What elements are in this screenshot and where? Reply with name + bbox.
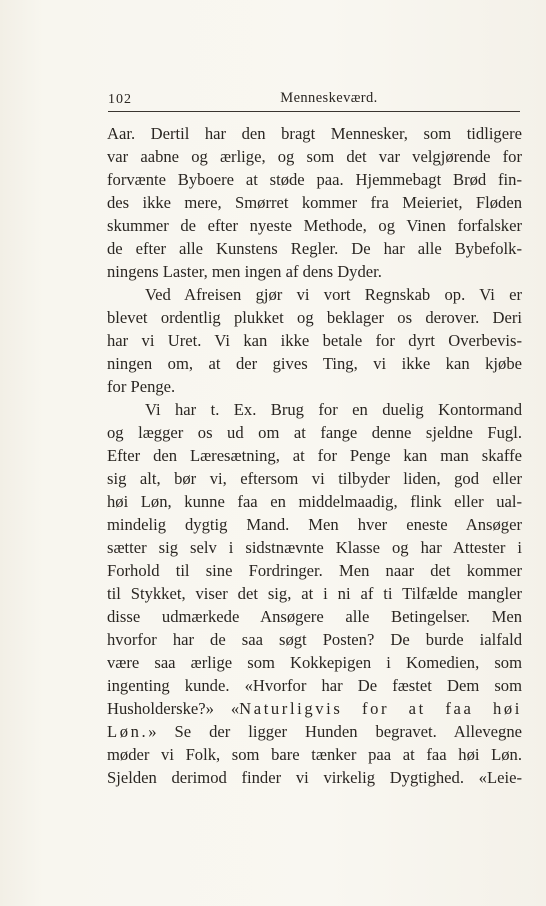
spaced-emphasis: Naturligvis for at faa høi xyxy=(239,699,522,718)
header-rule xyxy=(108,111,520,112)
text-line: være saa ærlige som Kokkepigen i Komedien, som xyxy=(107,653,522,672)
text-line: ningen om, at der gives Ting, vi ikke kan kjøbe xyxy=(107,354,522,373)
text-line: sætter sig selv i sidstnævnte Klasse og har Attester i xyxy=(107,538,522,557)
text-line: møder vi Folk, som bare tænker paa at faa høi Løn. xyxy=(107,745,522,764)
text-line: de efter alle Kunstens Regler. De har alle Bybefolk- xyxy=(107,239,522,258)
text-line: sig alt, bør vi, eftersom vi tilbyder liden, god eller xyxy=(107,469,522,488)
body-text xyxy=(107,122,522,789)
text-line: disse udmærkede Ansøgere alle Betingelser. Men xyxy=(107,607,522,626)
text-line: des ikke mere, Smørret kommer fra Meieriet, Fløden xyxy=(107,193,522,212)
text-line: for Penge. xyxy=(107,377,176,396)
page-header xyxy=(108,88,520,110)
text-line: mindelig dygtig Mand. Men hver eneste Ansøger xyxy=(107,515,522,534)
text-segment: » Se der ligger Hunden begravet. Allevegne xyxy=(148,722,522,741)
running-title: Menneskeværd. xyxy=(280,90,378,106)
text-line: Efter den Læresætning, at for Penge kan man skaffe xyxy=(107,446,522,465)
page-number: 102 xyxy=(108,92,132,107)
text-line: ningens Laster, men ingen af dens Dyder. xyxy=(107,262,382,281)
spaced-emphasis: Løn. xyxy=(107,722,149,741)
text-segment: Husholderske?» « xyxy=(107,699,240,718)
text-line: Aar. Dertil har den bragt Mennesker, som tidligere xyxy=(107,124,522,143)
text-line: til Stykket, viser det sig, at i ni af ti Tilfælde mangler xyxy=(107,584,522,603)
text-line: blevet ordentlig plukket og beklager os derover. Deri xyxy=(107,308,522,327)
text-line: og lægger os ud om at fange denne sjeldne Fugl. xyxy=(107,423,522,442)
text-line: skummer de efter nyeste Methode, og Vinen forfalsker xyxy=(107,216,522,235)
text-line: forvænte Byboere at støde paa. Hjemmebagt Brød fin- xyxy=(107,170,522,189)
text-line: Vi har t. Ex. Brug for en duelig Kontormand xyxy=(145,400,522,419)
text-line: Ved Afreisen gjør vi vort Regnskab op. Vi er xyxy=(145,285,522,304)
text-line-mixed xyxy=(107,766,522,789)
text-line: har vi Uret. Vi kan ikke betale for dyrt Overbevis- xyxy=(107,331,522,350)
text-line: hvorfor har de saa søgt Posten? De burde ialfald xyxy=(107,630,522,649)
text-segment: Sjelden derimod finder vi virkelig Dygtighed. « xyxy=(107,768,487,787)
text-line: var aabne og ærlige, og som det var velgjørende for xyxy=(107,147,522,166)
text-segment: Leie- xyxy=(486,768,522,787)
text-line-mixed xyxy=(107,697,522,720)
text-line-mixed xyxy=(107,720,522,743)
text-line: Forhold til sine Fordringer. Men naar det kommer xyxy=(107,561,522,580)
text-line: ingenting kunde. «Hvorfor har De fæstet Dem som xyxy=(107,676,522,695)
text-line: høi Løn, kunne faa en middelmaadig, flink eller ual- xyxy=(107,492,522,511)
